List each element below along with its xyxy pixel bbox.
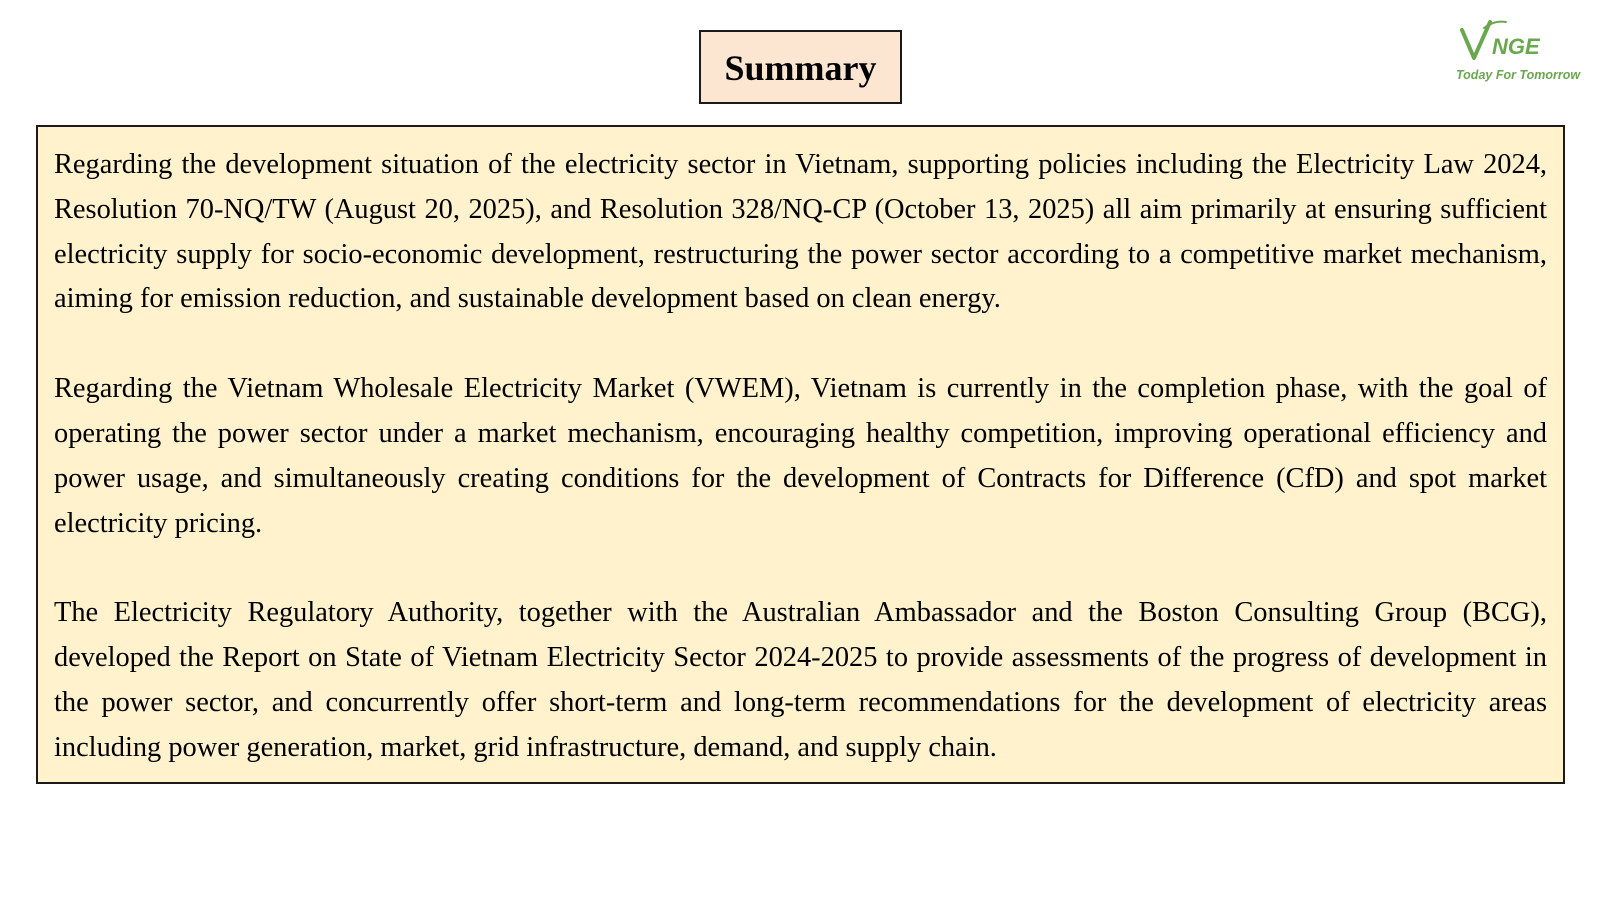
title-box bbox=[699, 30, 902, 104]
page-title: Summary bbox=[724, 48, 877, 88]
summary-paragraph: The Electricity Regulatory Authority, together with the Australian Ambassador and the Boston Consulting Group (BCG), developed the Report on State of Vietnam Electricity Sector 2024-2025 to provide assessments of the progress of development in the power sector, and concurrently offer short-term and long-term recommendations for the development of electricity areas including power generation, market, grid infrastructure, demand, and supply chain. bbox=[54, 597, 1547, 763]
vnge-logo-mark bbox=[1454, 18, 1574, 64]
summary-box bbox=[36, 125, 1565, 784]
svg-text:NGE: NGE bbox=[1492, 34, 1540, 59]
logo bbox=[1444, 18, 1584, 88]
logo-tagline: Today For Tomorrow bbox=[1456, 68, 1581, 82]
summary-paragraph: Regarding the development situation of the electricity sector in Vietnam, supporting policies including the Electricity Law 2024, Resolution 70-NQ/TW (August 20, 2025), and Resolution 328/NQ-CP (October 13, 2025) all aim primarily at ensuring sufficient electricity supply for socio-economic development, restructuring the power sector according to a competitive market mechanism, aiming for emission reduction, and sustainable development based on clean energy. bbox=[54, 149, 1547, 315]
summary-paragraph: Regarding the Vietnam Wholesale Electricity Market (VWEM), Vietnam is currently in the completion phase, with the goal of operating the power sector under a market mechanism, encouraging healthy competition, improving operational efficiency and power usage, and simultaneously creating conditions for the development of Contracts for Difference (CfD) and spot market electricity pricing. bbox=[54, 373, 1547, 539]
